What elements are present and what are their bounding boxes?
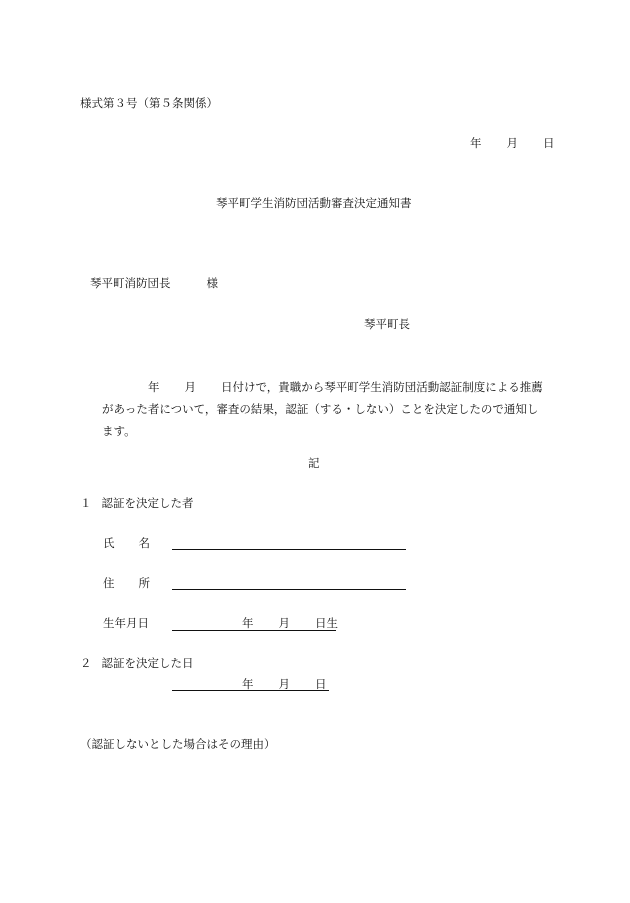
decision-date-value: 年 月 日 [242, 677, 327, 691]
sender: 琴平町長 [364, 317, 410, 331]
form-number: 様式第３号（第５条関係） [80, 96, 218, 110]
body-day-text: 日付けで，貴職から琴平町学生消防団活動認証制度による推薦 [221, 380, 543, 394]
section2-number: ２ [80, 656, 92, 670]
reason-note: （認証しないとした場合はその理由） [80, 737, 276, 751]
body-line-1 [102, 376, 558, 398]
addressee-name: 琴平町消防団長 [90, 276, 171, 290]
document-title: 琴平町学生消防団活動審査決定通知書 [216, 196, 412, 210]
section1-number: １ [80, 496, 92, 510]
ki-mark: 記 [308, 456, 320, 470]
decision-date-field-line[interactable] [172, 690, 329, 691]
body-paragraph [102, 376, 558, 442]
address-field-line[interactable] [172, 589, 406, 590]
addressee-honorific: 様 [206, 276, 218, 290]
section1-title: 認証を決定した者 [101, 496, 194, 510]
section2-title: 認証を決定した日 [101, 656, 194, 670]
birthdate-value: 年 月 日生 [242, 616, 338, 630]
date-year: 年 [470, 136, 482, 150]
section1-heading [80, 498, 194, 510]
date-day: 日 [543, 136, 555, 150]
addressee [90, 278, 218, 290]
birthdate-label: 生年月日 [103, 616, 149, 630]
body-line-2: があった者について，審査の結果，認証（する・しない）ことを決定したので通知し [102, 402, 539, 416]
date-month: 月 [506, 136, 518, 150]
body-line-3: ます。 [102, 424, 136, 438]
name-field-line[interactable] [172, 549, 406, 550]
date-line [470, 138, 555, 150]
address-label: 住 所 [103, 576, 150, 590]
name-label: 氏 名 [103, 536, 150, 550]
section2-heading [80, 658, 194, 670]
birthdate-field-line[interactable] [172, 630, 336, 631]
body-year: 年 [148, 380, 160, 394]
body-month: 月 [184, 380, 196, 394]
